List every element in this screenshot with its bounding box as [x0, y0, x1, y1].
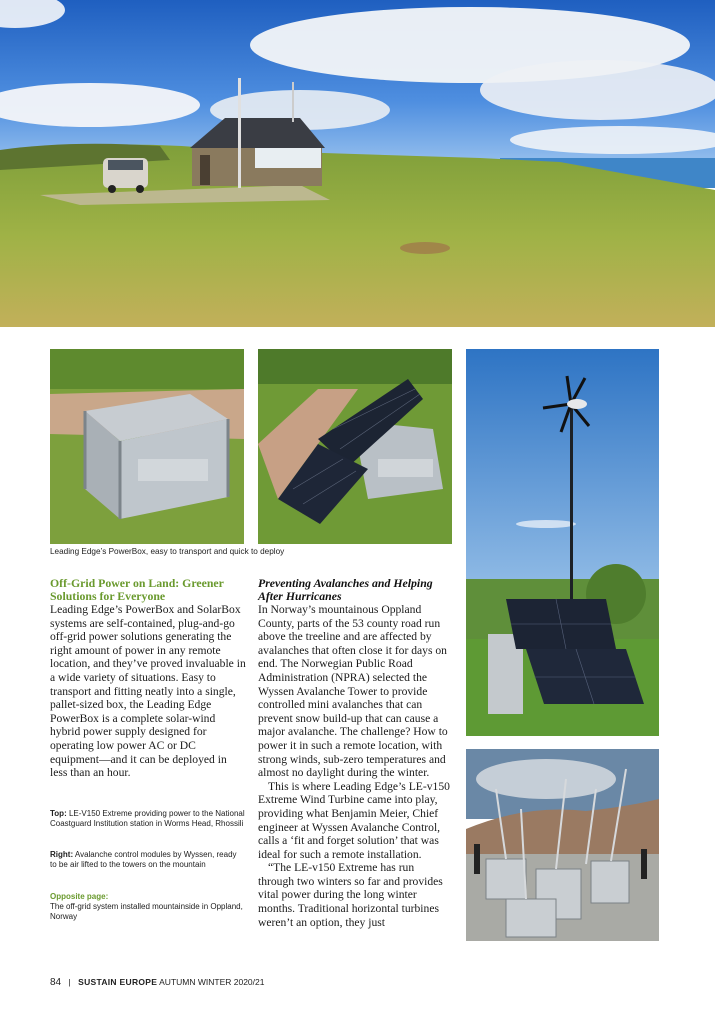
column-left [50, 577, 246, 780]
caption-top-label: Top: [50, 809, 67, 818]
section2-heading: Preventing Avalanches and Helping After Hurricanes [258, 576, 433, 603]
caption-opposite-text: The off-grid system installed mountainside in Oppland, Norway [50, 902, 243, 922]
section2-para3: “The LE-v150 Extreme has run through two winters so far and provides vital power during the long winter months. Traditional horizontal turbines weren’t an option, they just [258, 861, 443, 929]
wind-turbine-image [466, 349, 659, 736]
photo-caption: Leading Edge’s PowerBox, easy to transport and quick to deploy [50, 547, 285, 556]
caption-right [50, 850, 245, 870]
section2-para2: This is where Leading Edge’s LE-v150 Extreme Wind Turbine came into play, providing what Benjamin Meier, Chief engineer at Wyssen Avalanche Control, calls a ‘fit and forget solution’ that was ideal for such a remote installation. [258, 779, 450, 861]
issue-label: AUTUMN WINTER 2020/21 [159, 977, 265, 987]
column-middle [258, 577, 451, 929]
caption-right-label: Right: [50, 850, 74, 859]
avalanche-modules-photo [466, 749, 659, 941]
magazine-name: SUSTAIN EUROPE [78, 977, 158, 987]
caption-top-text: LE-V150 Extreme providing power to the National Coastguard Institution station in Worms Head, Rhossili [50, 809, 245, 829]
top-photo [0, 0, 715, 327]
caption-opposite [50, 892, 245, 923]
section1-body: Leading Edge’s PowerBox and SolarBox systems are self-contained, plug-and-go off-grid power solutions generating the right amount of power in any remote location, and they’ve proved invaluable in a wide variety of situations. Easy to transport and fitting neatly into a single, pallet-sized box, the Leading Edge PowerBox is a complete solar-wind hybrid power supply designed for operating low power AC or DC equipment—and it can be deployed in less than an hour. [50, 603, 246, 780]
coastguard-station-image [0, 0, 715, 327]
footer-separator: | [68, 977, 71, 987]
powerbox-closed-photo [50, 349, 244, 544]
avalanche-modules-image [466, 749, 659, 941]
page-number: 84 [50, 977, 62, 988]
section2-para1: In Norway’s mountainous Oppland County, parts of the 53 county road run above the treeline and are affected by avalanches that often close it for days on end. The Norwegian Public Road Administration (NPRA) selected the Wyssen Avalanche Tower to provide controlled mini avalanches that can prevent snow build-up that can cause a major avalanche. The challenge? How to power it in such a remote location, with strong winds, sub-zero temperatures and almost no daylight during the winter. [258, 603, 448, 780]
section1-heading: Off-Grid Power on Land: Greener Solutions for Everyone [50, 576, 224, 603]
caption-opposite-label: Opposite page: [50, 892, 109, 901]
caption-right-text: Avalanche control modules by Wyssen, ready to be air lifted to the towers on the mountain [50, 850, 237, 870]
powerbox-open-image [258, 349, 452, 544]
powerbox-open-photo [258, 349, 452, 544]
page-footer [50, 977, 264, 988]
wind-turbine-photo [466, 349, 659, 736]
powerbox-closed-image [50, 349, 244, 544]
caption-top [50, 809, 245, 829]
